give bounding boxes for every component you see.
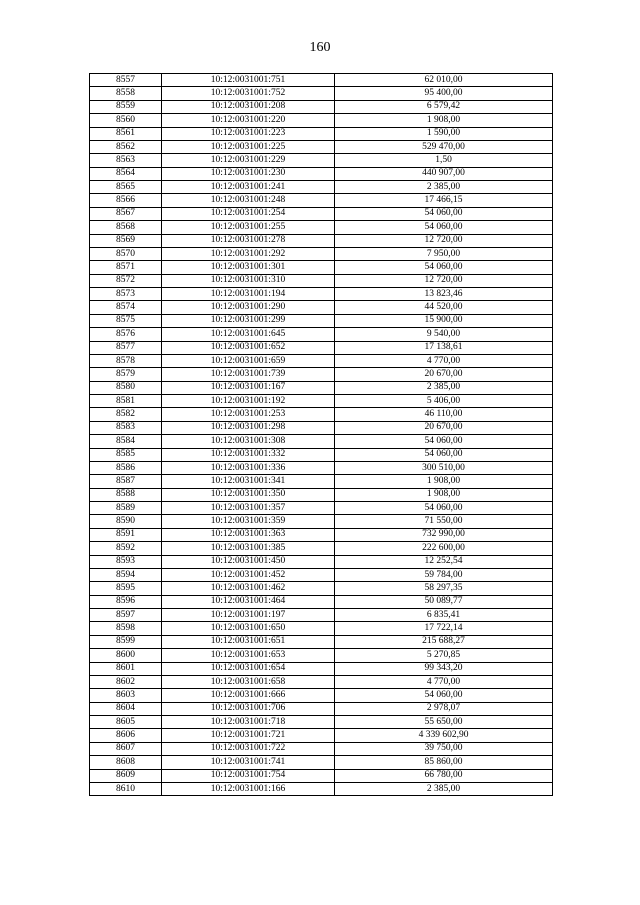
row-number-cell: 8591 <box>90 528 162 541</box>
value-cell: 15 900,00 <box>335 314 553 327</box>
cadastral-number-cell: 10:12:0031001:332 <box>162 448 335 461</box>
cadastral-number-cell: 10:12:0031001:652 <box>162 341 335 354</box>
cadastral-number-cell: 10:12:0031001:359 <box>162 515 335 528</box>
cadastral-number-cell: 10:12:0031001:308 <box>162 435 335 448</box>
value-cell: 62 010,00 <box>335 74 553 87</box>
value-cell: 54 060,00 <box>335 221 553 234</box>
table-row <box>90 274 553 287</box>
value-cell: 2 385,00 <box>335 782 553 795</box>
cadastral-number-cell: 10:12:0031001:241 <box>162 181 335 194</box>
row-number-cell: 8594 <box>90 568 162 581</box>
row-number-cell: 8561 <box>90 127 162 140</box>
cadastral-number-cell: 10:12:0031001:658 <box>162 675 335 688</box>
table-row <box>90 194 553 207</box>
value-cell: 6 579,42 <box>335 100 553 113</box>
value-cell: 12 720,00 <box>335 274 553 287</box>
table-row <box>90 475 553 488</box>
cadastral-number-cell: 10:12:0031001:310 <box>162 274 335 287</box>
cadastral-number-cell: 10:12:0031001:462 <box>162 582 335 595</box>
cadastral-number-cell: 10:12:0031001:752 <box>162 87 335 100</box>
table-row <box>90 555 553 568</box>
row-number-cell: 8574 <box>90 301 162 314</box>
table-row <box>90 207 553 220</box>
cadastral-number-cell: 10:12:0031001:208 <box>162 100 335 113</box>
cadastral-number-cell: 10:12:0031001:706 <box>162 702 335 715</box>
table-row <box>90 649 553 662</box>
cadastral-number-cell: 10:12:0031001:248 <box>162 194 335 207</box>
row-number-cell: 8598 <box>90 622 162 635</box>
value-cell: 440 907,00 <box>335 167 553 180</box>
row-number-cell: 8588 <box>90 488 162 501</box>
value-cell: 55 650,00 <box>335 716 553 729</box>
row-number-cell: 8595 <box>90 582 162 595</box>
cadastral-number-cell: 10:12:0031001:739 <box>162 368 335 381</box>
row-number-cell: 8589 <box>90 502 162 515</box>
table-row <box>90 288 553 301</box>
value-cell: 71 550,00 <box>335 515 553 528</box>
table-row <box>90 221 553 234</box>
table-row <box>90 782 553 795</box>
value-cell: 99 343,20 <box>335 662 553 675</box>
cadastral-number-cell: 10:12:0031001:651 <box>162 635 335 648</box>
row-number-cell: 8584 <box>90 435 162 448</box>
value-cell: 1 908,00 <box>335 488 553 501</box>
cadastral-number-cell: 10:12:0031001:659 <box>162 354 335 367</box>
table-row <box>90 247 553 260</box>
value-cell: 17 466,15 <box>335 194 553 207</box>
table-row <box>90 756 553 769</box>
row-number-cell: 8596 <box>90 595 162 608</box>
cadastral-number-cell: 10:12:0031001:341 <box>162 475 335 488</box>
table-row <box>90 74 553 87</box>
cadastral-table <box>89 73 553 796</box>
row-number-cell: 8563 <box>90 154 162 167</box>
table-row <box>90 461 553 474</box>
table-row <box>90 742 553 755</box>
cadastral-number-cell: 10:12:0031001:292 <box>162 247 335 260</box>
value-cell: 50 089,77 <box>335 595 553 608</box>
table-row <box>90 100 553 113</box>
table-row <box>90 354 553 367</box>
row-number-cell: 8564 <box>90 167 162 180</box>
cadastral-number-cell: 10:12:0031001:167 <box>162 381 335 394</box>
table-row <box>90 435 553 448</box>
table-row <box>90 716 553 729</box>
table-row <box>90 622 553 635</box>
cadastral-number-cell: 10:12:0031001:298 <box>162 421 335 434</box>
value-cell: 12 720,00 <box>335 234 553 247</box>
cadastral-number-cell: 10:12:0031001:301 <box>162 261 335 274</box>
value-cell: 54 060,00 <box>335 207 553 220</box>
value-cell: 300 510,00 <box>335 461 553 474</box>
cadastral-number-cell: 10:12:0031001:229 <box>162 154 335 167</box>
table-row <box>90 87 553 100</box>
row-number-cell: 8605 <box>90 716 162 729</box>
row-number-cell: 8609 <box>90 769 162 782</box>
table-row <box>90 528 553 541</box>
cadastral-number-cell: 10:12:0031001:363 <box>162 528 335 541</box>
value-cell: 5 270,85 <box>335 649 553 662</box>
value-cell: 66 780,00 <box>335 769 553 782</box>
row-number-cell: 8579 <box>90 368 162 381</box>
row-number-cell: 8585 <box>90 448 162 461</box>
table-row <box>90 328 553 341</box>
value-cell: 39 750,00 <box>335 742 553 755</box>
cadastral-number-cell: 10:12:0031001:751 <box>162 74 335 87</box>
value-cell: 1 590,00 <box>335 127 553 140</box>
cadastral-number-cell: 10:12:0031001:225 <box>162 140 335 153</box>
row-number-cell: 8575 <box>90 314 162 327</box>
table-row <box>90 582 553 595</box>
row-number-cell: 8558 <box>90 87 162 100</box>
cadastral-number-cell: 10:12:0031001:718 <box>162 716 335 729</box>
value-cell: 2 385,00 <box>335 181 553 194</box>
value-cell: 58 297,35 <box>335 582 553 595</box>
value-cell: 9 540,00 <box>335 328 553 341</box>
table-row <box>90 408 553 421</box>
table-row <box>90 368 553 381</box>
row-number-cell: 8571 <box>90 261 162 274</box>
value-cell: 59 784,00 <box>335 568 553 581</box>
row-number-cell: 8590 <box>90 515 162 528</box>
row-number-cell: 8566 <box>90 194 162 207</box>
row-number-cell: 8586 <box>90 461 162 474</box>
row-number-cell: 8604 <box>90 702 162 715</box>
table-row <box>90 381 553 394</box>
cadastral-number-cell: 10:12:0031001:666 <box>162 689 335 702</box>
cadastral-number-cell: 10:12:0031001:254 <box>162 207 335 220</box>
row-number-cell: 8587 <box>90 475 162 488</box>
cadastral-number-cell: 10:12:0031001:721 <box>162 729 335 742</box>
table-row <box>90 689 553 702</box>
cadastral-number-cell: 10:12:0031001:166 <box>162 782 335 795</box>
value-cell: 4 770,00 <box>335 354 553 367</box>
cadastral-number-cell: 10:12:0031001:192 <box>162 395 335 408</box>
cadastral-number-cell: 10:12:0031001:220 <box>162 114 335 127</box>
cadastral-number-cell: 10:12:0031001:278 <box>162 234 335 247</box>
value-cell: 54 060,00 <box>335 502 553 515</box>
table-row <box>90 114 553 127</box>
row-number-cell: 8562 <box>90 140 162 153</box>
value-cell: 4 339 602,90 <box>335 729 553 742</box>
value-cell: 54 060,00 <box>335 435 553 448</box>
row-number-cell: 8573 <box>90 288 162 301</box>
cadastral-number-cell: 10:12:0031001:650 <box>162 622 335 635</box>
row-number-cell: 8599 <box>90 635 162 648</box>
row-number-cell: 8560 <box>90 114 162 127</box>
table-row <box>90 421 553 434</box>
table-row <box>90 341 553 354</box>
table-row <box>90 542 553 555</box>
row-number-cell: 8597 <box>90 609 162 622</box>
table-row <box>90 515 553 528</box>
cadastral-number-cell: 10:12:0031001:452 <box>162 568 335 581</box>
cadastral-number-cell: 10:12:0031001:197 <box>162 609 335 622</box>
row-number-cell: 8570 <box>90 247 162 260</box>
row-number-cell: 8607 <box>90 742 162 755</box>
table-row <box>90 502 553 515</box>
value-cell: 12 252,54 <box>335 555 553 568</box>
cadastral-number-cell: 10:12:0031001:194 <box>162 288 335 301</box>
value-cell: 20 670,00 <box>335 368 553 381</box>
row-number-cell: 8569 <box>90 234 162 247</box>
value-cell: 95 400,00 <box>335 87 553 100</box>
table-row <box>90 702 553 715</box>
table-row <box>90 234 553 247</box>
row-number-cell: 8576 <box>90 328 162 341</box>
value-cell: 54 060,00 <box>335 261 553 274</box>
table-row <box>90 395 553 408</box>
row-number-cell: 8610 <box>90 782 162 795</box>
value-cell: 732 990,00 <box>335 528 553 541</box>
table-row <box>90 675 553 688</box>
cadastral-number-cell: 10:12:0031001:357 <box>162 502 335 515</box>
value-cell: 17 138,61 <box>335 341 553 354</box>
row-number-cell: 8602 <box>90 675 162 688</box>
table-row <box>90 261 553 274</box>
table-row <box>90 662 553 675</box>
row-number-cell: 8600 <box>90 649 162 662</box>
row-number-cell: 8572 <box>90 274 162 287</box>
row-number-cell: 8581 <box>90 395 162 408</box>
table-row <box>90 167 553 180</box>
row-number-cell: 8592 <box>90 542 162 555</box>
cadastral-number-cell: 10:12:0031001:653 <box>162 649 335 662</box>
row-number-cell: 8601 <box>90 662 162 675</box>
value-cell: 215 688,27 <box>335 635 553 648</box>
table-row <box>90 568 553 581</box>
row-number-cell: 8580 <box>90 381 162 394</box>
row-number-cell: 8582 <box>90 408 162 421</box>
cadastral-number-cell: 10:12:0031001:255 <box>162 221 335 234</box>
row-number-cell: 8578 <box>90 354 162 367</box>
row-number-cell: 8565 <box>90 181 162 194</box>
cadastral-number-cell: 10:12:0031001:230 <box>162 167 335 180</box>
table-row <box>90 127 553 140</box>
row-number-cell: 8606 <box>90 729 162 742</box>
row-number-cell: 8577 <box>90 341 162 354</box>
value-cell: 54 060,00 <box>335 448 553 461</box>
row-number-cell: 8557 <box>90 74 162 87</box>
table-row <box>90 448 553 461</box>
row-number-cell: 8593 <box>90 555 162 568</box>
table-row <box>90 609 553 622</box>
table-row <box>90 314 553 327</box>
value-cell: 1 908,00 <box>335 475 553 488</box>
row-number-cell: 8567 <box>90 207 162 220</box>
value-cell: 1 908,00 <box>335 114 553 127</box>
table-row <box>90 140 553 153</box>
value-cell: 17 722,14 <box>335 622 553 635</box>
value-cell: 85 860,00 <box>335 756 553 769</box>
table-row <box>90 301 553 314</box>
value-cell: 222 600,00 <box>335 542 553 555</box>
value-cell: 1,50 <box>335 154 553 167</box>
row-number-cell: 8568 <box>90 221 162 234</box>
cadastral-number-cell: 10:12:0031001:299 <box>162 314 335 327</box>
value-cell: 44 520,00 <box>335 301 553 314</box>
cadastral-number-cell: 10:12:0031001:350 <box>162 488 335 501</box>
value-cell: 5 406,00 <box>335 395 553 408</box>
table-body <box>90 74 553 796</box>
value-cell: 2 978,07 <box>335 702 553 715</box>
row-number-cell: 8559 <box>90 100 162 113</box>
table-row <box>90 154 553 167</box>
table-row <box>90 769 553 782</box>
row-number-cell: 8603 <box>90 689 162 702</box>
row-number-cell: 8583 <box>90 421 162 434</box>
table-row <box>90 488 553 501</box>
row-number-cell: 8608 <box>90 756 162 769</box>
cadastral-number-cell: 10:12:0031001:290 <box>162 301 335 314</box>
cadastral-number-cell: 10:12:0031001:654 <box>162 662 335 675</box>
cadastral-number-cell: 10:12:0031001:722 <box>162 742 335 755</box>
value-cell: 4 770,00 <box>335 675 553 688</box>
table-row <box>90 635 553 648</box>
cadastral-number-cell: 10:12:0031001:645 <box>162 328 335 341</box>
table-row <box>90 181 553 194</box>
value-cell: 46 110,00 <box>335 408 553 421</box>
cadastral-number-cell: 10:12:0031001:223 <box>162 127 335 140</box>
value-cell: 6 835,41 <box>335 609 553 622</box>
cadastral-number-cell: 10:12:0031001:450 <box>162 555 335 568</box>
value-cell: 54 060,00 <box>335 689 553 702</box>
cadastral-number-cell: 10:12:0031001:464 <box>162 595 335 608</box>
cadastral-number-cell: 10:12:0031001:741 <box>162 756 335 769</box>
value-cell: 2 385,00 <box>335 381 553 394</box>
table-row <box>90 729 553 742</box>
cadastral-number-cell: 10:12:0031001:253 <box>162 408 335 421</box>
cadastral-number-cell: 10:12:0031001:754 <box>162 769 335 782</box>
page-number: 160 <box>309 40 331 55</box>
table-row <box>90 595 553 608</box>
value-cell: 13 823,46 <box>335 288 553 301</box>
cadastral-number-cell: 10:12:0031001:385 <box>162 542 335 555</box>
value-cell: 529 470,00 <box>335 140 553 153</box>
cadastral-number-cell: 10:12:0031001:336 <box>162 461 335 474</box>
value-cell: 20 670,00 <box>335 421 553 434</box>
value-cell: 7 950,00 <box>335 247 553 260</box>
